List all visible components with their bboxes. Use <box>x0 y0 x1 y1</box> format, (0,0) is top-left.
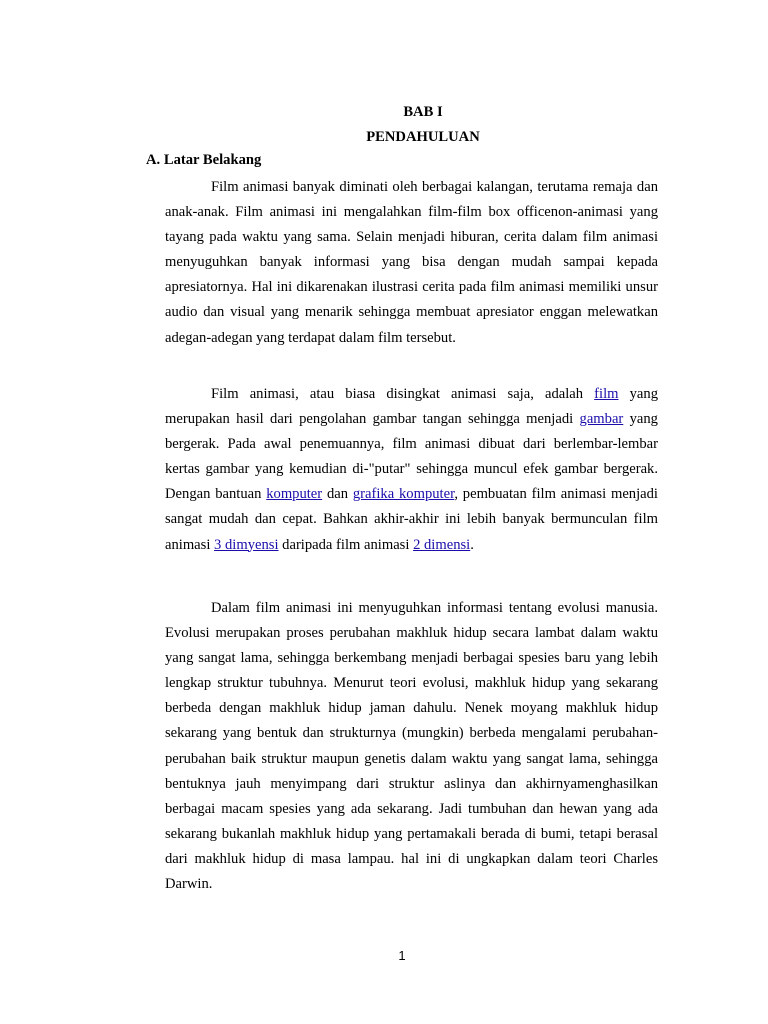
paragraph-1-text: Film animasi banyak diminati oleh berbagai kalangan, terutama remaja dan anak-anak. Film animasi ini mengalahkan film-film box officenon-animasi yang tayang pada waktu yang sama. Selain menjadi hiburan, cerita dalam film animasi menyuguhkan banyak informasi yang bisa dengan mudah sampai kepada apresiatornya. Hal ini dikarenakan ilustrasi cerita pada film animasi memiliki unsur audio dan visual yang menarik sehingga membuat apresiator enggan melewatkan adegan-adegan yang terdapat dalam film tersebut. <box>165 179 658 346</box>
paragraph-2-text: . <box>470 536 474 553</box>
page-number: 1 <box>398 948 406 963</box>
link-2-dimensi[interactable]: 2 dimensi <box>413 536 471 553</box>
section-heading: A. Latar Belakang <box>146 152 262 168</box>
paragraph-2-text: Film animasi, atau biasa disingkat animasi saja, adalah <box>211 386 595 402</box>
chapter-title: PENDAHULUAN <box>366 129 480 145</box>
paragraph-1 <box>165 175 658 351</box>
paragraph-2 <box>165 382 658 558</box>
paragraph-3-text: Dalam film animasi ini menyuguhkan informasi tentang evolusi manusia. Evolusi merupakan proses perubahan makhluk hidup secara lambat dalam waktu yang sangat lama, sehingga berkembang menjadi berbagai spesies baru yang lebih lengkap struktur tubuhnya. Menurut teori evolusi, makhluk hidup yang sekarang berbeda dengan makhluk hidup jaman dahulu. Nenek moyang makhluk hidup sekarang yang bentuk dan strukturnya (mungkin) berbeda mengalami perubahan-perubahan baik struktur maupun genetis dalam waktu yang sangat lama, sehingga bentuknya jauh menyimpang dari struktur aslinya dan akhirnyamenghasilkan berbagai macam spesies yang ada sekarang. Jadi tumbuhan dan hewan yang ada sekarang bukanlah makhluk hidup yang pertamakali berada di bumi, tetapi berasal dari makhluk hidup di masa lampau. hal ini di ungkapkan dalam teori Charles Darwin. <box>165 600 658 893</box>
link-komputer[interactable]: komputer <box>266 486 323 503</box>
link-3-dimensi[interactable]: 3 dimyensi <box>214 536 279 553</box>
chapter-number: BAB I <box>403 104 443 120</box>
paragraph-2-text: yang bergerak. Pada awal penemuannya, film animasi dibuat dari berlembar-lembar kertas gambar yang kemudian di-"putar" sehingga muncul efek gambar bergerak. Dengan bantuan <box>165 411 658 503</box>
paragraph-3 <box>165 596 658 897</box>
paragraph-2-text: , pembuatan film animasi menjadi sangat mudah dan cepat. Bahkan akhir-akhir ini lebih banyak bermunculan film animasi <box>165 486 658 553</box>
paragraph-2-text: dan <box>322 486 353 503</box>
paragraph-2-text: yang merupakan hasil dari pengolahan gambar tangan sehingga menjadi <box>165 386 658 428</box>
paragraph-2-text: daripada film animasi <box>278 536 414 553</box>
link-film[interactable]: film <box>594 386 619 402</box>
link-grafika-komputer[interactable]: grafika komputer <box>352 486 455 503</box>
link-gambar[interactable]: gambar <box>579 411 624 428</box>
